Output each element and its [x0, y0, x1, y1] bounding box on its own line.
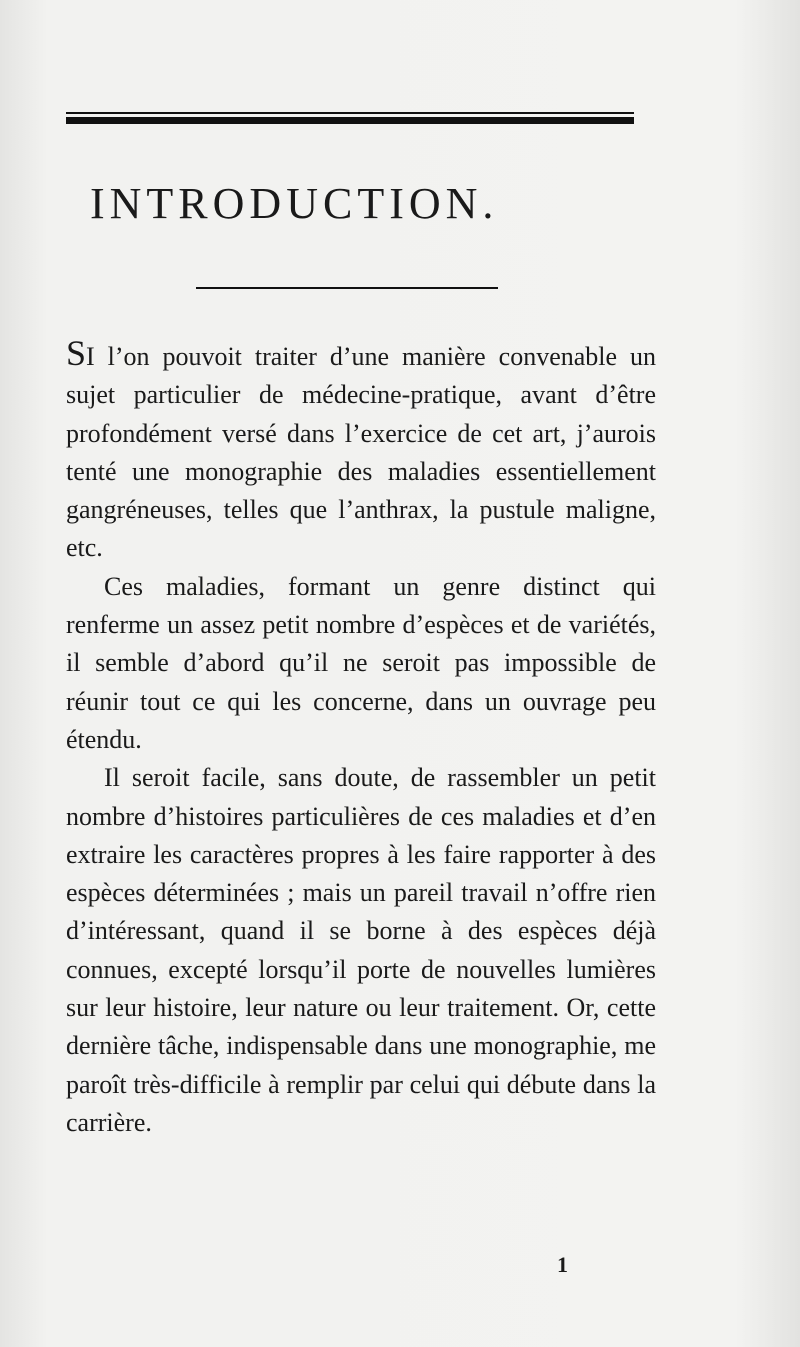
paragraph-1 [66, 333, 656, 568]
paragraph-3: Il seroit facile, sans doute, de rassembler un petit nombre d’histoires particulières de ces maladies et d’en extraire les caractères propres à les faire rapporter à des espèces déterminées ; mais un pareil travail n’offre rien d’intéressant, quand il se borne à des espèces déjà connues, excepté lorsqu’il porte de nouvelles lumières sur leur histoire, leur nature ou leur traitement. Or, cette dernière tâche, indispensable dans une monographie, me paroît très-difficile à remplir par celui qui débute dans la carrière. [66, 763, 656, 1137]
header-rule-thick [66, 117, 634, 124]
paragraph-2: Ces maladies, formant un genre distinct qui renferme un assez petit nombre d’espèces et de variétés, il semble d’abord qu’il ne seroit pas impossible de réunir tout ce qui les concerne, dans un ouvrage peu étendu. [66, 571, 656, 754]
body-text [66, 333, 656, 1142]
header-double-rule [66, 112, 634, 125]
paragraph-1-text: I l’on pouvoit traiter d’une manière convenable un sujet particulier de médecine-pratique, avant d’être profondément versé dans l’exercice de cet art, j’aurois tenté une monographie des maladies essentiellement gangréneuses, telles que l’anthrax, la pustule maligne, etc. [66, 342, 656, 563]
page-number: 1 [557, 1252, 568, 1277]
title-underline-rule [196, 287, 498, 289]
page-title: INTRODUCTION. [90, 179, 499, 228]
drop-cap: S [66, 333, 87, 373]
header-rule-thin [66, 112, 634, 114]
